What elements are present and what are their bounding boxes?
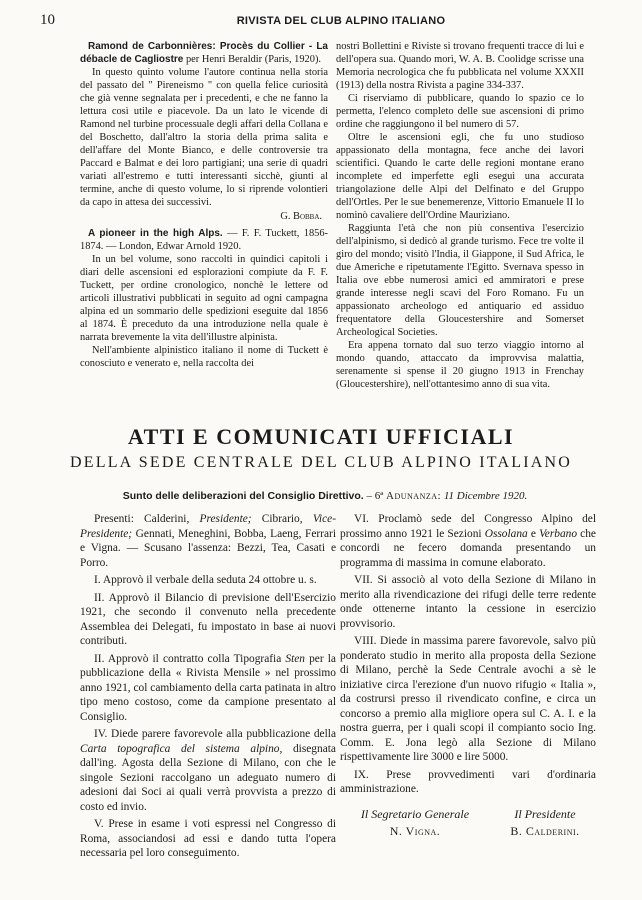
minutes-item-9: IX. Prese provvedimenti vari d'ordinaria amministrazione. [340,768,596,795]
item6-lead: VI. Proclamò sede del Congresso Alpino del prossimo anno 1921 le Sezioni [340,513,596,540]
president-signature [490,806,600,840]
item6-rest: che concordi ne fecero domanda presentando un programma di massima in comune elaborato. [340,527,596,569]
attendance-mid: Cibrario, [251,513,313,525]
item3-printer: Sten [285,652,305,665]
secretary-role: Il Segretario Generale [360,807,470,821]
minutes-column-right [340,512,596,800]
minutes-item-5: V. Prese in esame i voti espressi nel Congresso di Roma, associandosi ad essi e dando tutta l'opera necessaria pel loro conseguimento. [80,818,336,859]
item6-section-verbano: Verbano [539,527,578,540]
item3-rest: per la pubblicazione della « Rivista Mensile » nel prossimo anno 1921, col cambiamento della carta patinata in altro tipo meno costoso, come da campione presentato al Consiglio. [80,652,336,723]
president-name: B. Calderini. [510,824,580,838]
minutes-item-6 [340,512,596,570]
review-ramond-title: Ramond de Carbonnières: Procès du Collier - La débacle de Cagliostre [80,41,328,65]
section-subtitle: DELLA SEDE CENTRALE DEL CLUB ALPINO ITALIANO [70,454,572,471]
minutes-item-8: VIII. Diede in massima parere favorevole, salvo più ponderato studio in merito alla proposta della Sezione di Milano, perchè la Sede Centrale avochi a sè le iniziative circa l'erezione d'un nuovo rifugio « Italia », da costrursi presso il rivendicato confine, e circa un concorso a premio alla migliore opera sul C. A. I. e la nostra guerra, per i quali scopi il compianto socio Ing. Comm. E. Jona legò alla Sezione di Milano rispettivamente lire 3000 e lire 5000. [340,635,596,763]
item6-and: e [527,527,540,540]
reviews-column-right [336,40,584,391]
secretary-signature [340,806,490,840]
sitting-number: – 6ª [363,490,387,502]
minutes-column-left [80,512,336,864]
item4-rest: disegnata dall'ing. Agosta della Sezione di Milano, con che le singole Sezioni raccolgano un adeguato numero di adesioni dai Soci ai quali verrà provvista a prezzo di costo ed invio. [80,742,336,813]
review-tuckett-byline: — F. F. Tuckett, 1856-1874. — London, Edwar Arnold 1920. [80,228,328,252]
president-role: Il Presidente [514,807,576,821]
minutes-attendance [80,512,336,570]
item4-map-title: Carta topografica del sistema alpino, [80,742,283,755]
attendance-lead: Presenti: Calderini, [94,513,200,525]
minutes-item-4 [80,727,336,814]
tuckett-scientific: Oltre le ascensioni egli, che fu uno studioso appassionato della montagna, fece anche dei lavori scientifici. Quando le carte delle regioni montane erano incomplete ed imperfette egli eseguì una accurata triangolazione delle Alpi del Delfinato e del Gruppo dell'Ortles. Per le sue benemerenze, Vittorio Emanuele II lo nominò cavaliere dell'Ordine Mauriziano. [336,132,584,221]
review-ramond-body: In questo quinto volume l'autore continua nella storia del passato del " Pireneismo " con quella felice curiosità che già venne segnalata per i precedenti, e che ne fanno la lettura così utile e piacevole. Da un lato le vicende di Ramond nel turbine processuale degli affari della Collana e del Boschetto, dall'altro la storia della prima salita e dell'affare del Monte Bianco, e delle controversie tra Paccard e Balmat e dei loro partigiani; una serie di quadri variati all'estremo e tutti interessanti sicchè, giunti al termine, anche di questo volume, lo si riprende volontieri da capo in attesa dei successivi. [80,67,328,208]
review-ramond-signature: G. Bobba. [280,211,322,222]
review-tuckett-heading [80,227,328,253]
secretary-name: N. Vigna. [389,824,441,838]
sitting-date: 11 Dicembre 1920. [441,490,528,502]
tuckett-death: Era appena tornato dal suo terzo viaggio intorno al mondo quando, attaccato da improvvisa malattia, serenamente si spense il 20 giugno 1913 in Frenchay (Gloucestershire), nell'ottantesimo anno di sua vita. [336,340,584,390]
attendance-vice-role: Vice-Presidente; [80,513,336,540]
review-tuckett-title: A pioneer in the high Alps. [88,228,223,239]
sitting-summary-line [60,490,590,502]
item4-lead: IV. Diede parere favorevole alla pubblicazione della [94,728,336,740]
review-tuckett-body: In un bel volume, sono raccolti in quindici capitoli i diari delle ascensioni ed esplorazioni compiute da F. F. Tuckett, per ordine cronologico, nonchè le lettere od articoli illustrativi pubblicati in seguito ad ogni campagna alpina ed un sommario delle spedizioni eseguite dal 1856 al 1874. È preceduto da una introduzione nella quale è narrata brevemente la vita dell'illustre alpinista. [80,254,328,343]
tuckett-travels: Raggiunta l'età che non più consentiva l'esercizio dell'alpinismo, si dedicò al grande turismo. Fece tre volte il giro del mondo; visitò l'India, il Giappone, il Sud Africa, le due Americhe e ripetutamente l'Egitto. Svernava spesso in Italia ove ebbe numerosi amici ed ammiratori e prese grande interesse negli scavi del Foro Romano. Fu un appassionato archeologo ed antiquario ed assiduo frequentatore della Gloucestershire and Somerset Archeological Societies. [336,223,584,338]
minutes-item-2: II. Approvò il Bilancio di previsione dell'Esercizio 1921, che secondo il convenuto nella precedente Assemblea dei Delegati, fu impostato in base ai nuovi contributi. [80,591,336,647]
minutes-item-3 [80,652,336,725]
running-head [40,12,602,32]
review-tuckett-body-cont: Nell'ambiente alpinistico italiano il nome di Tuckett è conosciuto e venerato e, nella raccolta dei [80,345,328,369]
review-ramond-heading [80,40,328,66]
sitting-summary-label: Sunto delle deliberazioni del Consiglio Direttivo. [122,490,364,502]
sitting-caps: Adunanza: [386,490,442,502]
item3-lead: II. Approvò il contratto colla Tipografia [94,652,286,665]
minutes-item-7: VII. Si associò al voto della Sezione di Milano in merito alla rivendicazione dei rifugi delle terre redente onde ottenerne intanto la cessione in esercizio provvisorio. [340,574,596,630]
section-title: ATTI E COMUNICATI UFFICIALI [127,424,515,449]
item6-section-ossolana: Ossolana [484,527,528,540]
journal-title: RIVISTA DEL CLUB ALPINO ITALIANO [236,15,446,27]
tuckett-ascensions: Ci riserviamo di pubblicare, quando lo spazio ce lo permetta, l'elenco completo delle sue ascensioni di primo ordine che raggiungono il bel numero di 57. [336,93,584,130]
reviews-column-left [80,40,328,370]
tuckett-continuation: nostri Bollettini e Riviste si trovano frequenti tracce di lui e dell'opera sua. Quando morì, W. A. B. Coolidge scrisse una Memoria necrologica che fu pubblicata nel volume XXXII (1913) della nostra Rivista a pagine 334-337. [336,41,584,91]
minutes-item-1: I. Approvò il verbale della seduta 24 ottobre u. s. [94,574,317,586]
page-number: 10 [40,12,55,28]
attendance-president-role: Presidente; [199,513,252,525]
review-ramond-byline: per Henri Beraldir (Paris, 1920). [183,54,322,65]
attendance-rest: Gennati, Meneghini, Bobba, Laeng, Ferrari e Vigna. — Scusano l'assenza: Bezzi, Tea, Casati e Porro. [80,527,336,569]
